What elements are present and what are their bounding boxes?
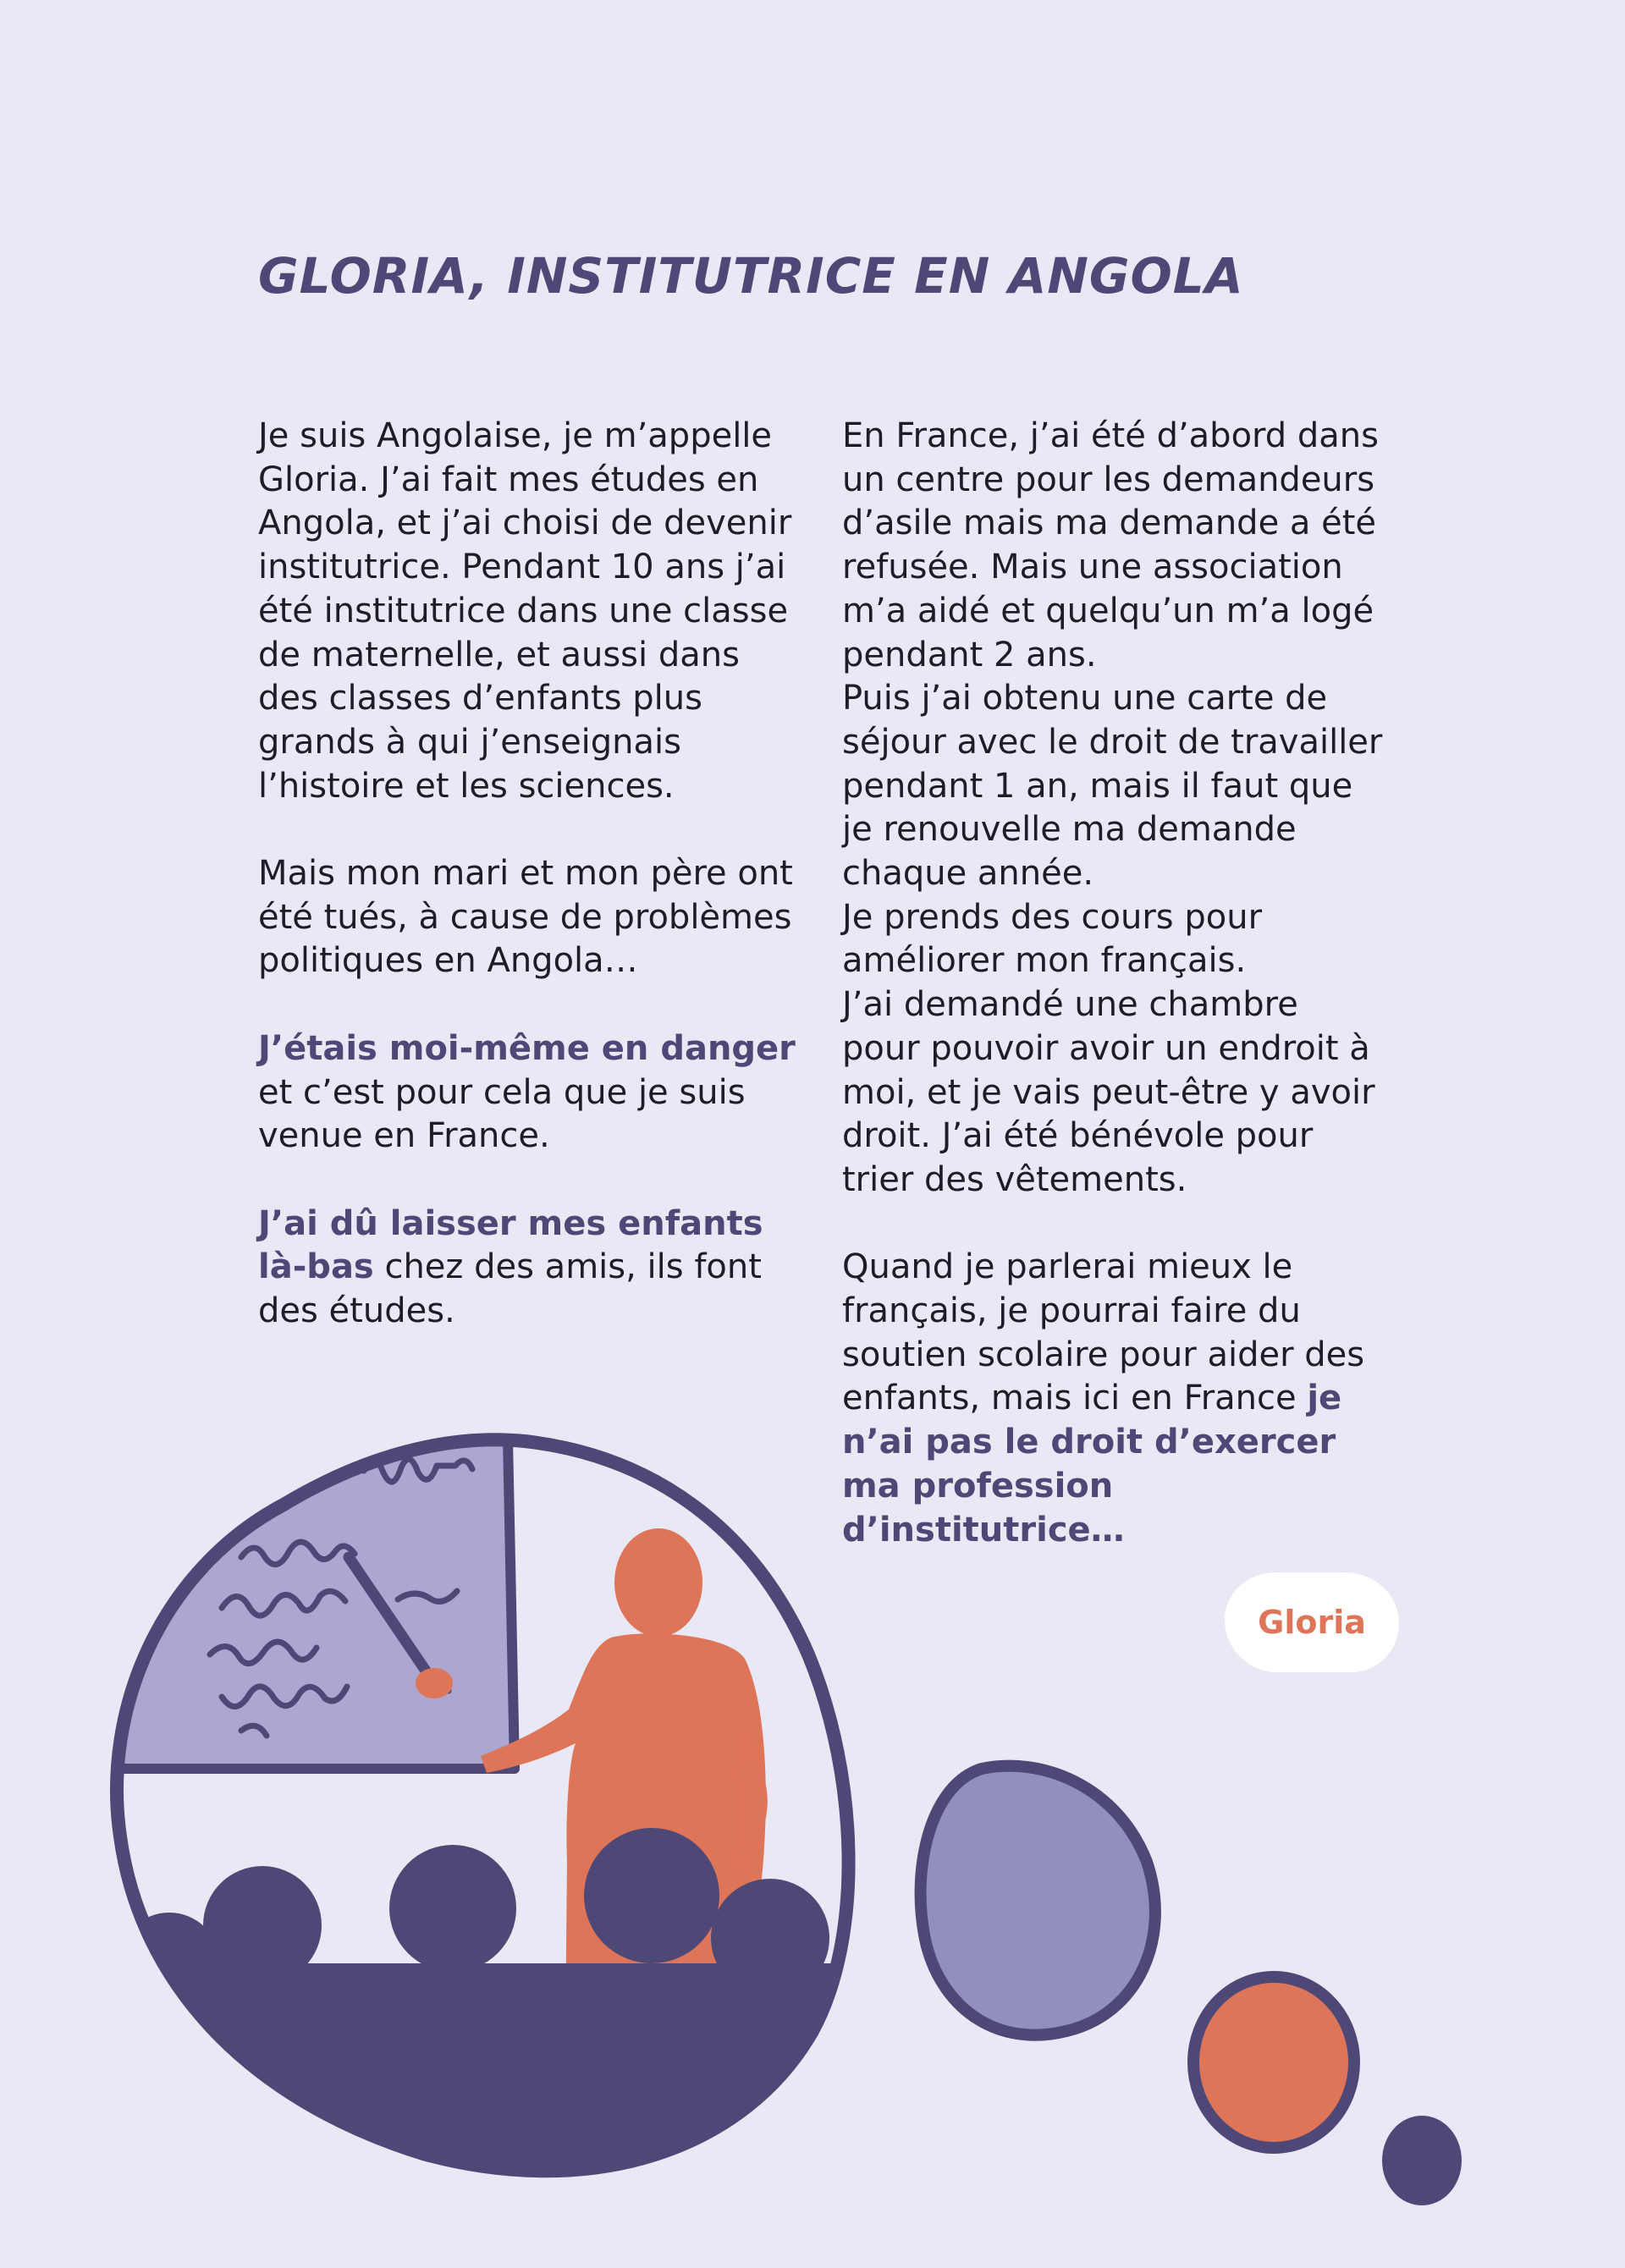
paragraph: J’ai demandé une chambre pour pouvoir avoir un endroit à moi, et je vais peut-être y avoir droit. J’ai été bénévole pour trier des vêtements.: [842, 985, 1375, 1199]
page-title: GLORIA, INSTITUTRICE EN ANGOLA: [258, 247, 1244, 305]
paragraph: En France, j’ai été d’abord dans un centre pour les demandeurs d’asile mais ma demande a été refusée. Mais une association m’a aidé et quelqu’un m’a logé pendant 2 ans.: [842, 416, 1379, 674]
highlighted-text: J’ai dû laisser mes enfants là-bas: [258, 1203, 763, 1287]
highlighted-text: J’étais moi-même en danger: [258, 1028, 796, 1068]
bubble-contents: [85, 1439, 897, 2217]
highlighted-text: je n’ai pas le droit d’exercer ma profession d’institutrice…: [842, 1379, 1342, 1550]
bubble-trail-small: [1382, 2116, 1462, 2205]
paragraph: Mais mon mari et mon père ont été tués, à cause de problèmes politiques en Angola…: [258, 854, 793, 981]
paragraph: Je prends des cours pour améliorer mon français.: [842, 897, 1263, 981]
bubble-trail-medium: [1193, 1977, 1354, 2148]
thought-bubble-trail: [921, 1766, 1462, 2205]
paragraph-text: et c’est pour cela que je suis venue en France.: [258, 1072, 746, 1156]
bubble-trail-large: [921, 1766, 1155, 2035]
signature-badge: Gloria: [1225, 1572, 1399, 1672]
paragraph: Puis j’ai obtenu une carte de séjour avec le droit de travailler pendant 1 an, mais il faut que je renouvelle ma demande chaque année.: [842, 679, 1383, 894]
paragraph: Je suis Angolaise, je m’appelle Gloria. J’ai fait mes études en Angola, et j’ai choisi de devenir institutrice. Pendant 10 ans j’ai été institutrice dans une classe de maternelle, et aussi dans des classes d’enfants plus grands à qui j’enseignais l’histoire et les sciences.: [258, 416, 792, 806]
paragraph-text: Quand je parlerai mieux le français, je pourrai faire du soutien scolaire pour aider des enfants, mais ici en France: [842, 1247, 1365, 1418]
paragraph-text: chez des amis, ils font des études.: [258, 1247, 762, 1331]
